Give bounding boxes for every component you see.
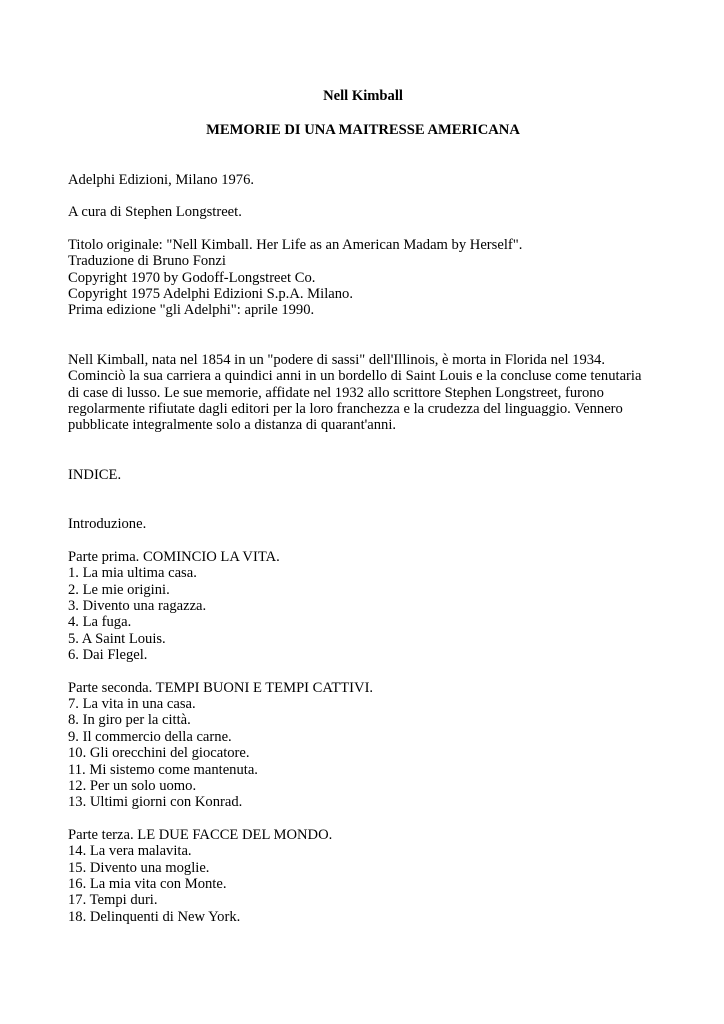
part-title: Parte seconda. TEMPI BUONI E TEMPI CATTIVI. (68, 679, 374, 696)
chapter-entry: 3. Divento una ragazza. (68, 597, 207, 614)
publication-details (68, 237, 658, 319)
part-three (68, 827, 658, 925)
chapter-entry: 5. A Saint Louis. (68, 630, 166, 647)
detail-line: Titolo originale: "Nell Kimball. Her Life as an American Madam by Herself". (68, 236, 523, 253)
chapter-entry: 17. Tempi duri. (68, 892, 158, 909)
chapter-entry: 9. Il commercio della carne. (68, 728, 232, 745)
chapter-entry: 4. La fuga. (68, 614, 132, 631)
summary-line: pubblicate integralmente solo a distanza di quarant'anni. (68, 417, 397, 434)
chapter-entry: 7. La vita in una casa. (68, 695, 196, 712)
summary-line: di case di lusso. Le sue memorie, affidate nel 1932 allo scrittore Stephen Longstreet, furono (68, 384, 604, 401)
chapter-entry: 18. Delinquenti di New York. (68, 908, 241, 925)
part-title: Parte terza. LE DUE FACCE DEL MONDO. (68, 826, 333, 843)
chapter-entry: 16. La mia vita con Monte. (68, 876, 227, 892)
chapter-entry: 11. Mi sistemo come mantenuta. (68, 761, 258, 778)
detail-line: Copyright 1975 Adelphi Edizioni S.p.A. Milano. (68, 286, 353, 303)
summary-line: regolarmente rifiutate dagli editori per la loro franchezza e la crudezza del linguaggio. Vennero (68, 401, 623, 418)
chapter-entry: 15. Divento una moglie. (68, 859, 210, 876)
document-page (68, 88, 658, 925)
summary-paragraph (68, 352, 658, 434)
publisher-line: Adelphi Edizioni, Milano 1976. (68, 172, 255, 188)
editor-line: A cura di Stephen Longstreet. (68, 204, 242, 221)
part-one (68, 549, 658, 664)
chapter-entry: 13. Ultimi giorni con Konrad. (68, 794, 243, 811)
summary-line: Nell Kimball, nata nel 1854 in un "podere di sassi" dell'Illinois, è morta in Florida nel 1934. (68, 351, 605, 368)
introduction-entry: Introduzione. (68, 516, 147, 533)
book-title: MEMORIE DI UNA MAITRESSE AMERICANA (206, 122, 520, 138)
chapter-entry: 6. Dai Flegel. (68, 647, 148, 664)
chapter-entry: 8. In giro per la città. (68, 712, 191, 729)
chapter-entry: 1. La mia ultima casa. (68, 565, 197, 582)
chapter-entry: 2. Le mie origini. (68, 581, 170, 598)
part-title: Parte prima. COMINCIO LA VITA. (68, 548, 280, 565)
summary-line: Cominciò la sua carriera a quindici anni in un bordello di Saint Louis e la concluse come tenutaria (68, 368, 642, 385)
part-two (68, 680, 658, 811)
chapter-entry: 14. La vera malavita. (68, 843, 192, 860)
author-name: Nell Kimball (323, 88, 403, 104)
detail-line: Copyright 1970 by Godoff-Longstreet Co. (68, 269, 316, 286)
chapter-entry: 10. Gli orecchini del giocatore. (68, 745, 250, 762)
chapter-entry: 12. Per un solo uomo. (68, 777, 197, 794)
detail-line: Traduzione di Bruno Fonzi (68, 253, 226, 270)
detail-line: Prima edizione "gli Adelphi": aprile 1990. (68, 302, 315, 319)
index-heading: INDICE. (68, 466, 122, 483)
